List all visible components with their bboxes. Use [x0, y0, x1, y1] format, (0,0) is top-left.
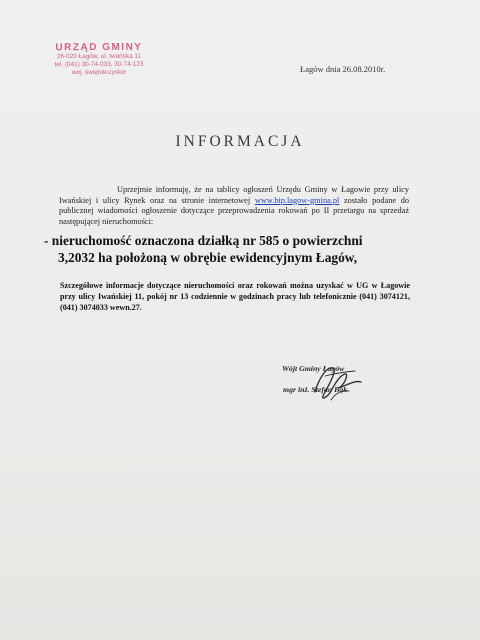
signature-block — [275, 358, 395, 408]
property-line-2: 3,2032 ha położoną w obrębie ewidencyjnym Łagów, — [58, 250, 358, 265]
signature-name: mgr inż. Stefan Bąk — [283, 385, 348, 394]
announcement-text-start: Uprzejmie informuję, że na tablicy ogłoszeń Urzędu Gminy w Łagowie przy ulicy Iwańskiej i ulicy Rynek oraz na stronie internetowej — [59, 185, 409, 205]
bip-link[interactable]: www.bip.lagow-gmina.pl — [254, 195, 340, 205]
stamp-phone: tel. (041) 30-74-033, 30-74-123 — [54, 60, 144, 69]
stamp-address: 26-020 Łagów, ul. Iwańska 11 — [56, 52, 142, 61]
property-line-1: - nieruchomość oznaczona działką nr 585 o powierzchni — [44, 233, 363, 248]
contact-paragraph: Szczegółowe informacje dotyczące nieruchomości oraz rokowań można uzyskać w UG w Łagowie przy ulicy Iwańskiej 11, pokój nr 13 codziennie w godzinach pracy lub telefonicznie (041) 3074121, (041) 3074033 wewn.27. — [60, 281, 410, 312]
property-description — [44, 232, 414, 266]
announcement-paragraph — [59, 185, 409, 227]
announcement-text-end: zostało podane do publicznej wiadomości ogłoszenie dotyczące przeprowadzenia rokowań po II przetargu na sprzedaż następującej nieruchomości: — [59, 195, 410, 226]
signature-title: Wójt Gminy Łagów — [282, 364, 345, 373]
office-stamp — [50, 42, 148, 78]
stamp-region: woj. świętokrzyskie — [71, 68, 127, 77]
document-date: Łagów dnia 26.08.2010r. — [300, 64, 386, 74]
stamp-office-name: URZĄD GMINY — [55, 41, 143, 54]
document-title: INFORMACJA — [175, 133, 305, 150]
